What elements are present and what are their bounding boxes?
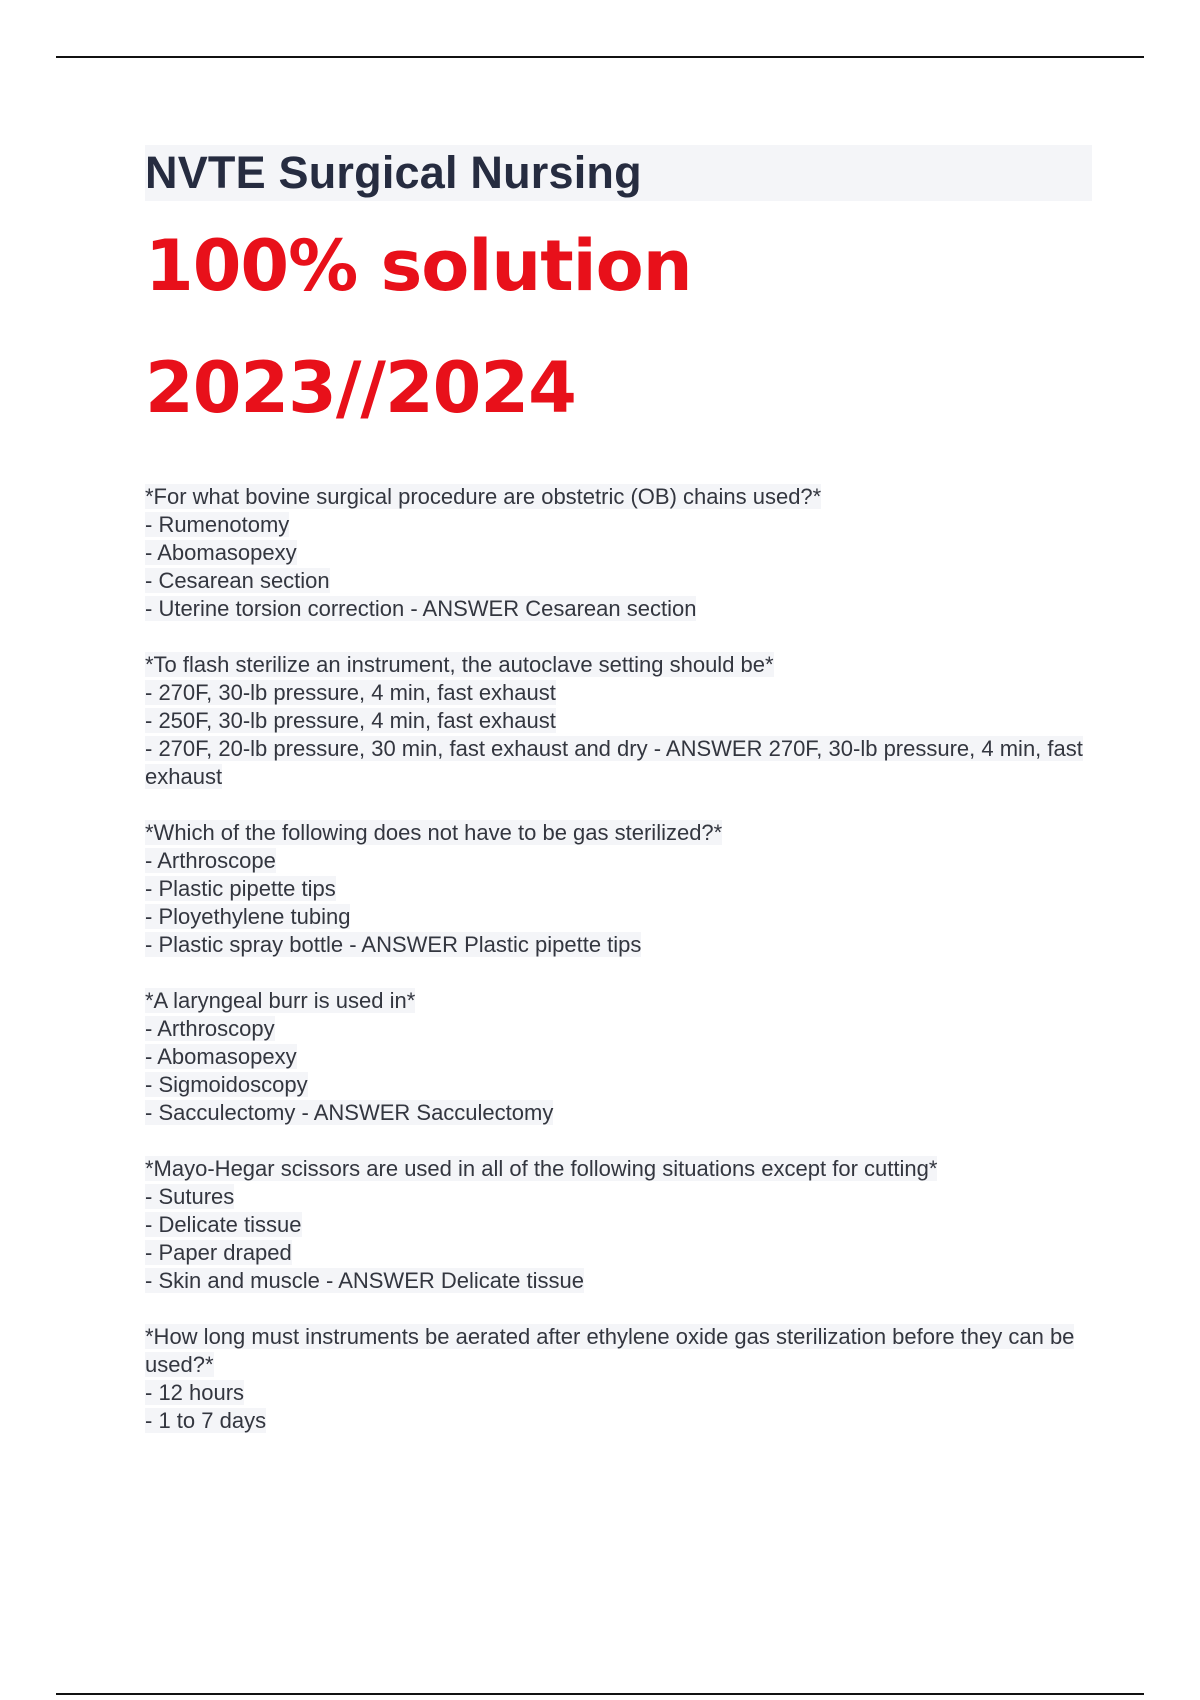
top-rule xyxy=(56,56,1144,58)
promo-year: 2023//2024 xyxy=(145,347,576,429)
answer-option: - Ployethylene tubing xyxy=(145,904,351,929)
answer-option: - Paper draped xyxy=(145,1240,292,1265)
promo-solution: 100% solution xyxy=(145,225,692,307)
question-block xyxy=(145,483,1095,623)
answer-option: - Sigmoidoscopy xyxy=(145,1072,308,1097)
answer-option: - Delicate tissue xyxy=(145,1212,302,1237)
answer-option: - 270F, 20-lb pressure, 30 min, fast exhaust and dry - ANSWER 270F, 30-lb pressure, 4 min, fast exhaust xyxy=(145,736,1083,789)
answer-option: - Sutures xyxy=(145,1184,235,1209)
question-list xyxy=(145,483,1095,1435)
answer-option: - Arthroscope xyxy=(145,848,276,873)
answer-option: - Skin and muscle - ANSWER Delicate tissue xyxy=(145,1268,584,1293)
question-text: *A laryngeal burr is used in* xyxy=(145,988,416,1013)
question-block xyxy=(145,651,1095,791)
answer-option: - Cesarean section xyxy=(145,568,330,593)
bottom-rule xyxy=(56,1693,1144,1695)
answer-option: - Plastic pipette tips xyxy=(145,876,336,901)
answer-option: - 250F, 30-lb pressure, 4 min, fast exhaust xyxy=(145,708,556,733)
question-text: *To flash sterilize an instrument, the autoclave setting should be* xyxy=(145,652,774,677)
document-title: NVTE Surgical Nursing xyxy=(145,147,642,198)
answer-option: - Arthroscopy xyxy=(145,1016,275,1041)
title-band xyxy=(145,145,1092,201)
question-text: *For what bovine surgical procedure are obstetric (OB) chains used?* xyxy=(145,484,822,509)
question-text: *Mayo-Hegar scissors are used in all of the following situations except for cutting* xyxy=(145,1156,938,1181)
answer-option: - Abomasopexy xyxy=(145,540,297,565)
question-block xyxy=(145,1155,1095,1295)
answer-option: - Plastic spray bottle - ANSWER Plastic pipette tips xyxy=(145,932,642,957)
answer-option: - Rumenotomy xyxy=(145,512,290,537)
answer-option: - 12 hours xyxy=(145,1380,245,1405)
question-text: *How long must instruments be aerated after ethylene oxide gas sterilization before they can be used?* xyxy=(145,1324,1075,1377)
answer-option: - 1 to 7 days xyxy=(145,1408,267,1433)
question-block xyxy=(145,819,1095,959)
answer-option: - Sacculectomy - ANSWER Sacculectomy xyxy=(145,1100,554,1125)
answer-option: - Abomasopexy xyxy=(145,1044,297,1069)
answer-option: - 270F, 30-lb pressure, 4 min, fast exhaust xyxy=(145,680,556,705)
answer-option: - Uterine torsion correction - ANSWER Cesarean section xyxy=(145,596,697,621)
question-text: *Which of the following does not have to be gas sterilized?* xyxy=(145,820,723,845)
page-content xyxy=(145,145,1095,1463)
question-block xyxy=(145,1323,1095,1435)
question-block xyxy=(145,987,1095,1127)
